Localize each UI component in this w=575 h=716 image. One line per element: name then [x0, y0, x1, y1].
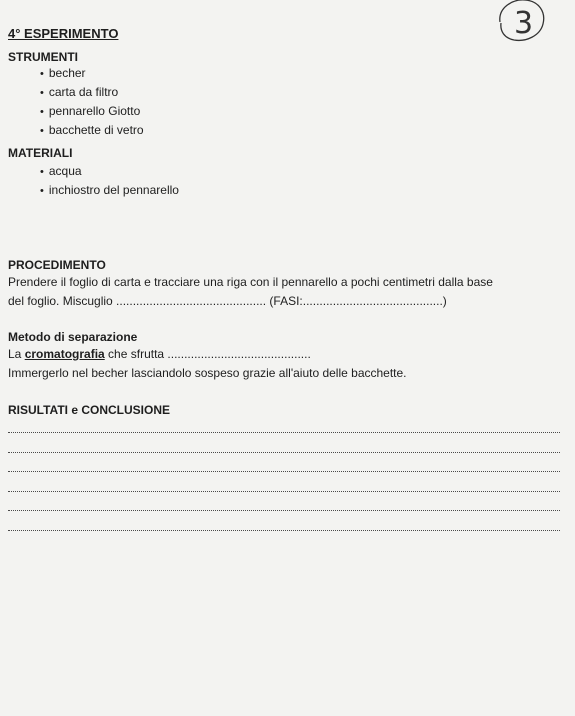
- page-number-circle: [492, 0, 548, 44]
- procedimento-text: [8, 273, 563, 311]
- list-item: • inchiostro del pennarello: [40, 181, 179, 200]
- answer-line[interactable]: [8, 432, 560, 433]
- show-through-texture: [375, 40, 545, 124]
- metodo-line-2: Immergerlo nel becher lasciandolo sospeso grazie all'aiuto delle bacchette.: [8, 366, 407, 380]
- metodo-line-1-suffix: che sfrutta ...........................................: [104, 347, 311, 361]
- page-number-text: 3: [514, 6, 534, 41]
- answer-line[interactable]: [8, 491, 560, 492]
- strumenti-list: [40, 64, 144, 140]
- metodo-text: [8, 345, 563, 383]
- answer-line[interactable]: [8, 510, 560, 511]
- answer-line[interactable]: [8, 530, 560, 531]
- experiment-title: 4° ESPERIMENTO: [8, 26, 119, 41]
- metodo-heading: Metodo di separazione: [8, 330, 138, 344]
- list-item: • pennarello Giotto: [40, 102, 144, 121]
- materiali-list: [40, 162, 179, 200]
- procedimento-line-1: Prendere il foglio di carta e tracciare una riga con il pennarello a pochi centimetri dalla base: [8, 275, 493, 289]
- list-item: • becher: [40, 64, 144, 83]
- risultati-heading: RISULTATI e CONCLUSIONE: [8, 403, 170, 417]
- metodo-term: cromatografia: [24, 347, 105, 361]
- procedimento-line-2: del foglio. Miscuglio ............................................. (FASI:..........................................): [8, 294, 447, 308]
- list-item: • acqua: [40, 162, 179, 181]
- answer-line[interactable]: [8, 452, 560, 453]
- answer-line[interactable]: [8, 471, 560, 472]
- procedimento-heading: PROCEDIMENTO: [8, 258, 106, 272]
- materiali-heading: MATERIALI: [8, 146, 73, 160]
- list-item: • carta da filtro: [40, 83, 144, 102]
- strumenti-heading: STRUMENTI: [8, 50, 78, 64]
- list-item: • bacchette di vetro: [40, 121, 144, 140]
- metodo-line-1-prefix: La: [8, 347, 25, 361]
